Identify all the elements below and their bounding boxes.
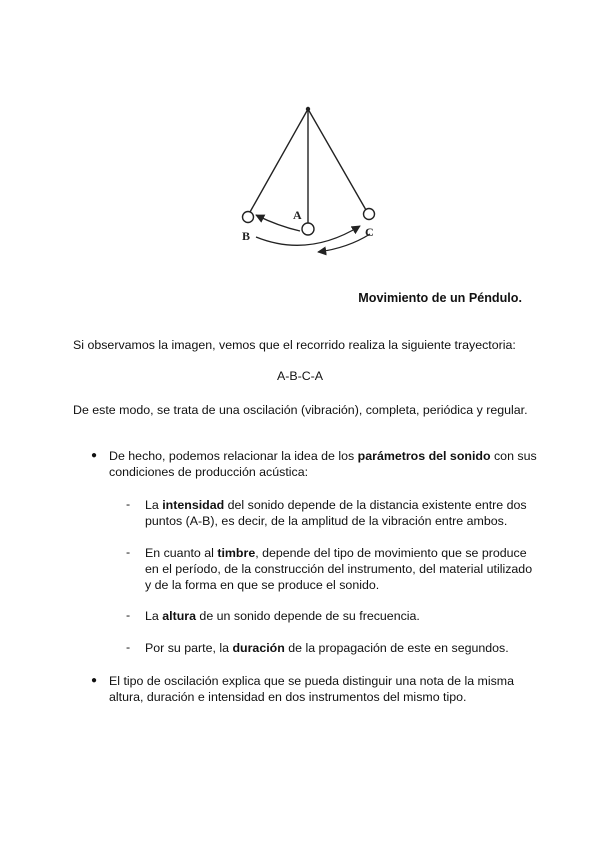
text-span: de la propagación de este en segundos.	[284, 641, 509, 655]
dash-marker: -	[126, 545, 131, 559]
intro-paragraph: Si observamos la imagen, vemos que el recorrido realiza la siguiente trayectoria:	[73, 338, 516, 352]
trajectory-sequence: A-B-C-A	[276, 369, 324, 383]
label-c: C	[365, 225, 374, 239]
bob-b	[243, 212, 254, 223]
text-span: del sonido depende de la distancia existente entre dos puntos (A-B), es decir, de la amplitud de la vibración entre ambos.	[145, 498, 527, 528]
string-right	[308, 109, 366, 210]
dash-marker: -	[126, 497, 131, 511]
text-span: De hecho, podemos relacionar la idea de los	[109, 449, 358, 463]
text-span: La	[145, 609, 163, 623]
bold-term: parámetros del sonido	[357, 449, 491, 463]
text-span: de un sonido depende de su frecuencia.	[195, 609, 420, 623]
bold-term: altura	[162, 609, 196, 623]
text-span: La	[145, 498, 163, 512]
label-a: A	[293, 208, 302, 222]
dash-marker: -	[126, 640, 131, 654]
text-span: con sus condiciones de producción acústica:	[109, 449, 537, 479]
subitem-intensidad	[145, 497, 540, 529]
arrow-c-to-a	[318, 234, 370, 252]
dash-marker: -	[126, 608, 131, 622]
bullet-parametros	[109, 448, 549, 480]
string-left	[250, 109, 308, 212]
bold-term: timbre	[217, 546, 256, 560]
subitem-altura	[145, 608, 540, 624]
pendulum-diagram	[230, 100, 390, 265]
text-span: Por su parte, la	[145, 641, 233, 655]
label-b: B	[242, 229, 251, 243]
figure-caption: Movimiento de un Péndulo.	[358, 291, 522, 305]
subitem-duracion	[145, 640, 540, 656]
text-span: , depende del tipo de movimiento que se produce en el período, de la construcción del instrumento, del material utilizado y de la forma en que se produce el sonido.	[145, 546, 533, 592]
summary-paragraph: De este modo, se trata de una oscilación (vibración), completa, periódica y regular.	[73, 403, 528, 417]
bullet-marker: ●	[91, 450, 98, 461]
bob-a	[302, 223, 314, 235]
bullet-marker: ●	[91, 675, 98, 686]
subitem-timbre	[145, 545, 540, 593]
bob-c	[364, 209, 375, 220]
bullet-oscilacion: El tipo de oscilación explica que se pueda distinguir una nota de la misma altura, duración e intensidad en dos instrumentos del mismo tipo.	[109, 674, 515, 704]
text-span: En cuanto al	[145, 546, 218, 560]
bold-term: duración	[232, 641, 285, 655]
bold-term: intensidad	[162, 498, 225, 512]
